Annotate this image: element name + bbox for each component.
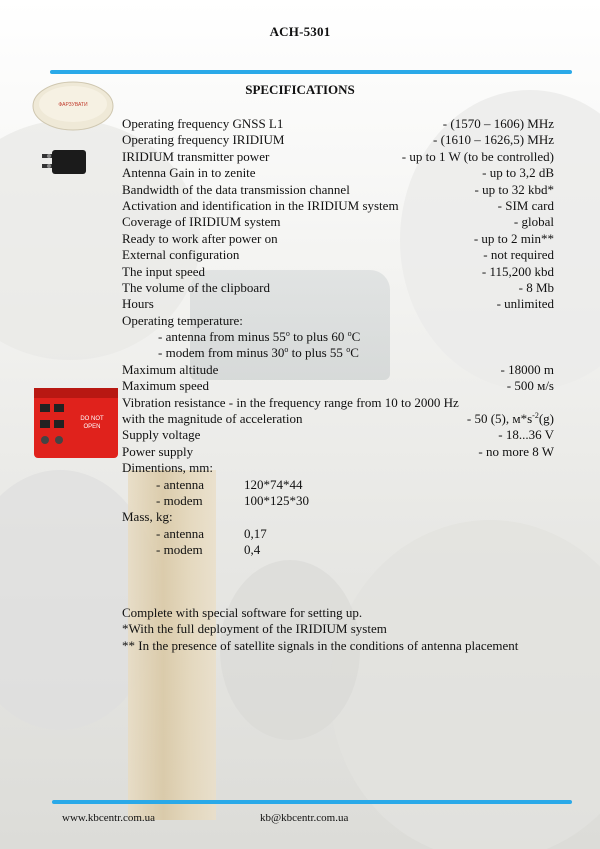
mass-label: Mass, kg:	[122, 509, 173, 525]
modem-red-image	[30, 380, 122, 464]
spec-row: Operating frequency IRIDIUM - (1610 – 1626,5) MHz	[122, 132, 554, 148]
footer-email-link[interactable]: kb@kbcentr.com.ua	[260, 812, 349, 824]
spec-row: Supply voltage - 18...36 V	[122, 427, 554, 443]
modem-label-1: DO NOT	[80, 416, 104, 422]
vibration-line: Vibration resistance - in the frequency range from 10 to 2000 Hz	[122, 394, 459, 410]
temp-antenna: - antenna from minus 55$^o$ to plus 60 $^o$C	[158, 329, 361, 345]
spec-row: The volume of the clipboard - 8 Mb	[122, 279, 554, 295]
antenna-label: ФАРЗУВАТИ	[58, 102, 88, 108]
dimension-item: - antenna 120*74*44	[156, 476, 303, 492]
top-divider	[50, 70, 572, 74]
spec-row: External configuration - not required	[122, 247, 554, 263]
specifications-list	[122, 116, 554, 559]
mass-item: - antenna 0,17	[156, 525, 267, 541]
note-software: Complete with special software for setting up.	[122, 605, 363, 620]
spec-row: IRIDIUM transmitter power - up to 1 W (to be controlled)	[122, 148, 554, 164]
modem-black-image	[40, 144, 90, 180]
mass-item: - modem 0,4	[156, 542, 261, 558]
notes-section	[122, 605, 554, 654]
spec-row: The input speed - 115,200 kbd	[122, 263, 554, 279]
spec-row: Bandwidth of the data transmission channel - up to 32 kbd*	[122, 181, 554, 197]
dimension-item: - modem 100*125*30	[156, 492, 309, 508]
page-title: ACH-5301	[269, 24, 331, 39]
spec-row: with the magnitude of acceleration - 50 (5), $м*s^{-2}(g)$	[122, 411, 554, 427]
spec-row: Coverage of IRIDIUM system - global	[122, 214, 554, 230]
spec-row: Ready to work after power on - up to 2 min**	[122, 230, 554, 246]
dimensions-label: Dimentions, mm:	[122, 460, 213, 476]
spec-row: Power supply - no more 8 W	[122, 443, 554, 459]
spec-row: Maximum speed - 500 м/s	[122, 378, 554, 394]
modem-label-2: OPEN	[83, 424, 101, 430]
spec-row: Operating frequency GNSS L1 - (1570 – 1606) MHz	[122, 116, 554, 131]
temp-modem: - modem from minus 30$^o$ to plus 55 $^o$C	[158, 345, 359, 361]
spec-row: Activation and identification in the IRIDIUM system - SIM card	[122, 197, 554, 213]
operating-temperature-label: Operating temperature:	[122, 312, 243, 328]
note-satellite: ** In the presence of satellite signals in the conditions of antenna placement	[122, 637, 519, 653]
spec-row: Antenna Gain in to zenite - up to 3,2 dB	[122, 165, 554, 181]
spec-row: Maximum altitude - 18000 m	[122, 361, 554, 377]
note-iridium: *With the full deployment of the IRIDIUM system	[122, 621, 387, 637]
bottom-divider	[52, 800, 572, 804]
footer-website-link[interactable]: www.kbcentr.com.ua	[62, 812, 156, 824]
spec-row: Hours - unlimited	[122, 296, 554, 312]
specifications-heading: SPECIFICATIONS	[245, 82, 355, 97]
